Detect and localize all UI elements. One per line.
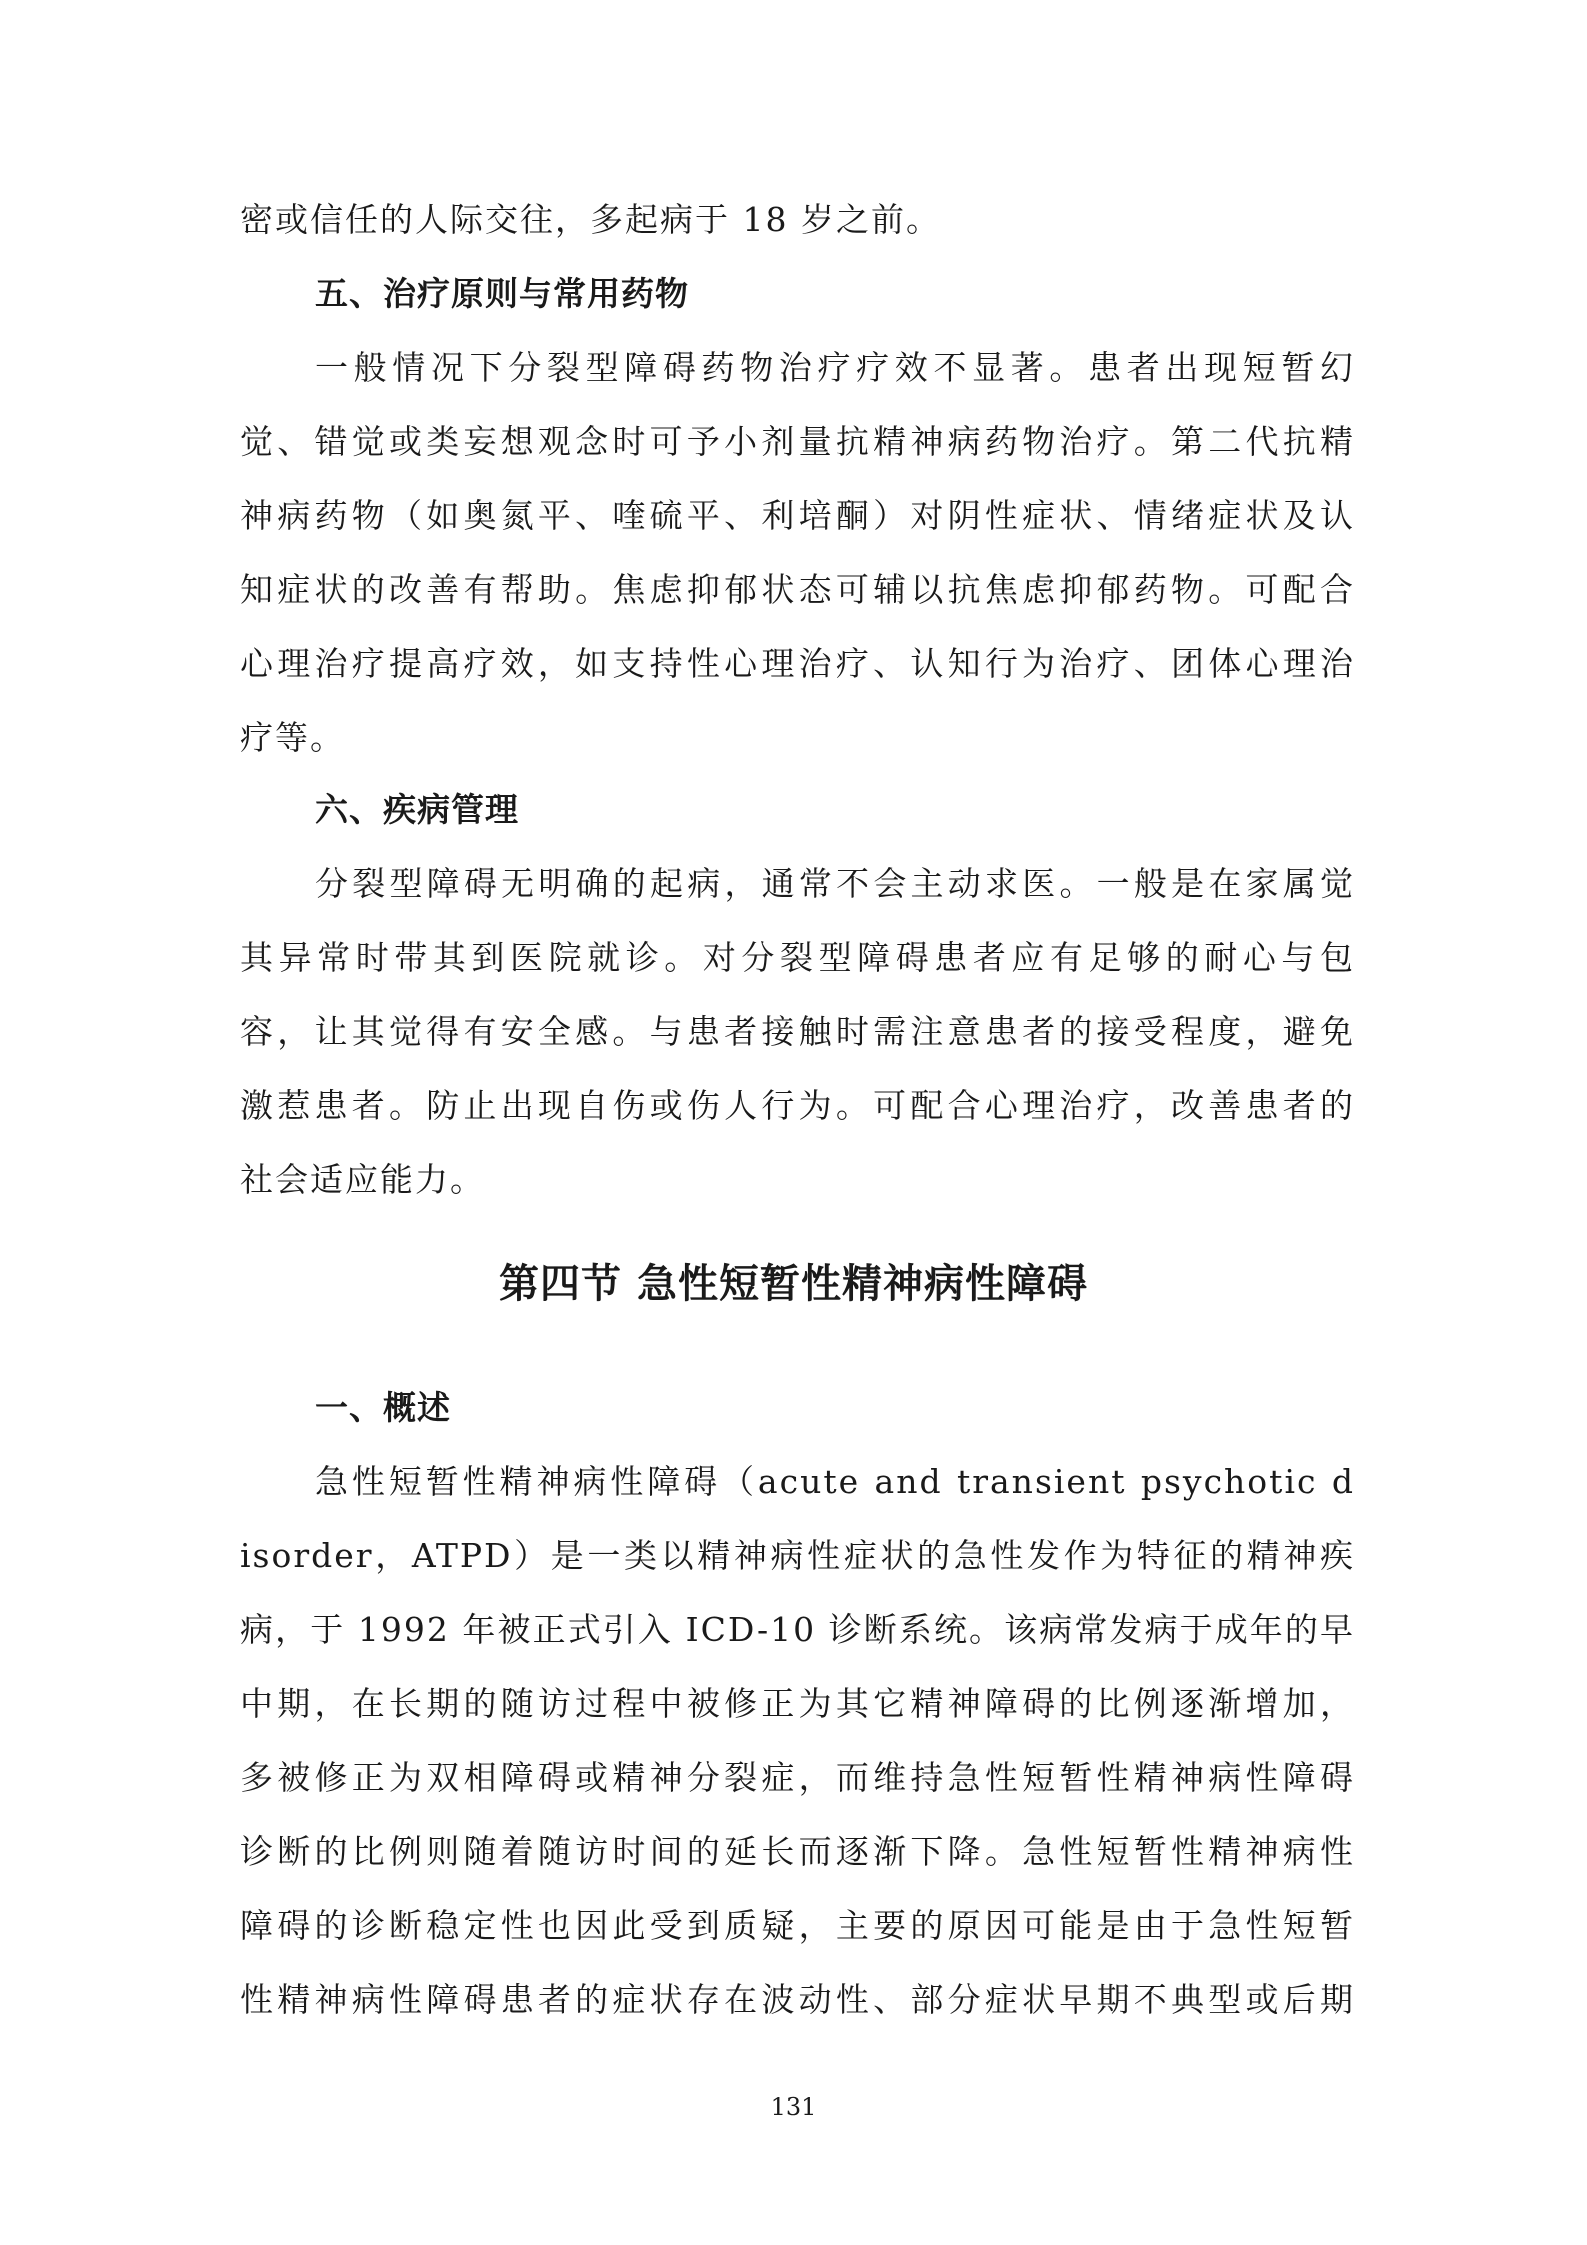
text-line: isorder，ATPD）是一类以精神病性症状的急性发作为特征的精神疾: [240, 1536, 1355, 1575]
text-line: 密或信任的人际交往，多起病于 18 岁之前。: [240, 200, 941, 239]
text-line: 疗等。: [240, 718, 345, 757]
text-line: 病，于 1992 年被正式引入 ICD-10 诊断系统。该病常发病于成年的早: [240, 1610, 1355, 1649]
text-line: 觉、错觉或类妄想观念时可予小剂量抗精神病药物治疗。第二代抗精: [240, 422, 1355, 461]
text-line: 性精神病性障碍患者的症状存在波动性、部分症状早期不典型或后期: [240, 1980, 1355, 2019]
section-title: 第四节 急性短暂性精神病性障碍: [499, 1261, 1088, 1307]
text-line: 多被修正为双相障碍或精神分裂症，而维持急性短暂性精神病性障碍: [240, 1758, 1355, 1797]
text-line: 社会适应能力。: [240, 1160, 485, 1199]
text-line: 急性短暂性精神病性障碍（acute and transient psychotic d: [315, 1462, 1355, 1501]
heading-disease-management: 六、疾病管理: [315, 790, 519, 829]
text-line: 激惹患者。防止出现自伤或伤人行为。可配合心理治疗，改善患者的: [240, 1086, 1355, 1125]
page-number: 131: [770, 2093, 817, 2121]
text-line: 中期，在长期的随访过程中被修正为其它精神障碍的比例逐渐增加，: [240, 1684, 1355, 1723]
text-line: 障碍的诊断稳定性也因此受到质疑，主要的原因可能是由于急性短暂: [240, 1906, 1355, 1945]
heading-treatment-principles: 五、治疗原则与常用药物: [315, 274, 689, 313]
text-line: 心理治疗提高疗效，如支持性心理治疗、认知行为治疗、团体心理治: [240, 644, 1355, 683]
text-line: 容，让其觉得有安全感。与患者接触时需注意患者的接受程度，避免: [240, 1012, 1355, 1051]
text-line: 神病药物（如奥氮平、喹硫平、利培酮）对阴性症状、情绪症状及认: [240, 496, 1355, 535]
text-line: 一般情况下分裂型障碍药物治疗疗效不显著。患者出现短暂幻: [315, 348, 1355, 387]
text-line: 其异常时带其到医院就诊。对分裂型障碍患者应有足够的耐心与包: [240, 938, 1355, 977]
text-line: 分裂型障碍无明确的起病，通常不会主动求医。一般是在家属觉: [315, 864, 1355, 903]
text-line: 诊断的比例则随着随访时间的延长而逐渐下降。急性短暂性精神病性: [240, 1832, 1355, 1871]
text-line: 知症状的改善有帮助。焦虑抑郁状态可辅以抗焦虑抑郁药物。可配合: [240, 570, 1355, 609]
heading-overview: 一、概述: [315, 1388, 451, 1427]
